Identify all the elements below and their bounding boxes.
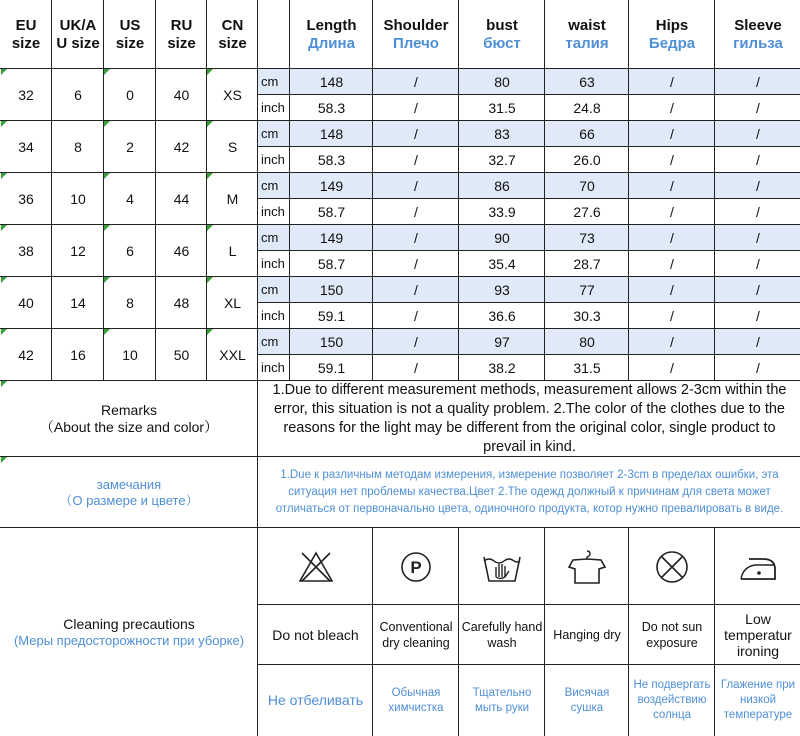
measure-inch-cell: 27.6 [544, 198, 629, 225]
size-ru-cell: 50 [155, 328, 207, 381]
measure-cm-cell: 150 [289, 276, 373, 303]
size-uk-cell: 6 [51, 68, 104, 121]
measure-cm-cell: 93 [458, 276, 545, 303]
size-us-cell: 6 [103, 224, 156, 277]
measure-inch-cell: / [714, 250, 800, 277]
size-us-cell: 4 [103, 172, 156, 225]
size-ru-cell: 40 [155, 68, 207, 121]
header-ru: Бедра [648, 34, 696, 52]
size-ru-cell: 44 [155, 172, 207, 225]
size-us-cell: 2 [103, 120, 156, 173]
measure-cm-cell: 148 [289, 68, 373, 95]
unit-cm-label: cm [257, 68, 290, 95]
header-line: U size [56, 34, 100, 52]
measure-inch-cell: 30.3 [544, 302, 629, 329]
corner-marker [104, 225, 110, 231]
care-label-ru: Висячая сушка [544, 664, 629, 736]
unit-inch-label: inch [257, 354, 290, 381]
size-ru-cell: 48 [155, 276, 207, 329]
corner-marker [104, 277, 110, 283]
corner-marker [207, 121, 213, 127]
measure-inch-cell: / [628, 250, 715, 277]
header-line: size [11, 34, 41, 52]
unit-cm-label: cm [257, 328, 290, 355]
size-cn-cell: XS [206, 68, 258, 121]
size-us-cell: 8 [103, 276, 156, 329]
size-eu-cell: 38 [0, 224, 52, 277]
care-label-en: Carefully hand wash [458, 604, 545, 665]
measure-cm-cell: / [714, 276, 800, 303]
measure-cm-cell: / [628, 120, 715, 147]
size-uk-cell: 12 [51, 224, 104, 277]
header-ru: Длина [308, 34, 355, 52]
measure-cm-cell: 150 [289, 328, 373, 355]
measure-inch-cell: 59.1 [289, 302, 373, 329]
measure-cm-cell: 80 [544, 328, 629, 355]
size-uk-cell: 16 [51, 328, 104, 381]
corner-marker [1, 277, 7, 283]
header-en: bust [486, 16, 518, 34]
corner-marker [207, 173, 213, 179]
unit-inch-label: inch [257, 198, 290, 225]
measure-inch-cell: 24.8 [544, 94, 629, 121]
measure-inch-cell: / [372, 94, 459, 121]
measure-inch-cell: 35.4 [458, 250, 545, 277]
size-uk-cell: 8 [51, 120, 104, 173]
size-eu-cell: 34 [0, 120, 52, 173]
care-label-en: Conventional dry cleaning [372, 604, 459, 665]
header-hips [628, 0, 715, 69]
measure-cm-cell: / [628, 328, 715, 355]
measure-cm-cell: 149 [289, 172, 373, 199]
measure-inch-cell: / [628, 198, 715, 225]
header-line: size [115, 34, 145, 52]
header-en: Sleeve [734, 16, 782, 34]
hand-wash-icon [480, 547, 524, 587]
unit-inch-label: inch [257, 250, 290, 277]
care-label-ru: Обычная химчистка [372, 664, 459, 736]
measure-cm-cell: 73 [544, 224, 629, 251]
cleaning-label [0, 527, 258, 736]
header-unit-blank [257, 0, 290, 69]
corner-marker [207, 329, 213, 335]
header-line: RU [170, 16, 193, 34]
measure-inch-cell: / [372, 146, 459, 173]
measure-inch-cell: 31.5 [458, 94, 545, 121]
header-uk-size [51, 0, 104, 69]
measure-cm-cell: 83 [458, 120, 545, 147]
measure-cm-cell: / [714, 172, 800, 199]
header-shoulder [372, 0, 459, 69]
corner-marker [1, 329, 7, 335]
header-ru-size [155, 0, 207, 69]
measure-inch-cell: 58.3 [289, 94, 373, 121]
measure-inch-cell: 58.3 [289, 146, 373, 173]
header-us-size [103, 0, 156, 69]
size-us-cell: 10 [103, 328, 156, 381]
measure-inch-cell: / [372, 302, 459, 329]
corner-marker [1, 225, 7, 231]
unit-inch-label: inch [257, 302, 290, 329]
size-cn-cell: L [206, 224, 258, 277]
unit-cm-label: cm [257, 172, 290, 199]
size-ru-cell: 46 [155, 224, 207, 277]
corner-marker [207, 69, 213, 75]
remarks-title-ru: замечания [96, 476, 162, 492]
care-label-ru: Не подвергать воздействию солнца [628, 664, 715, 736]
corner-marker [1, 173, 7, 179]
measure-cm-cell: 90 [458, 224, 545, 251]
corner-marker [1, 121, 7, 127]
corner-marker [1, 381, 7, 387]
measure-inch-cell: / [714, 354, 800, 381]
care-icon-cell [458, 527, 545, 605]
care-label-ru: Не отбеливать [257, 664, 373, 736]
measure-inch-cell: 26.0 [544, 146, 629, 173]
care-label-en: Hanging dry [544, 604, 629, 665]
remarks-subtitle-ru: （О размере и цвете） [59, 492, 199, 508]
header-line: size [167, 34, 196, 52]
measure-cm-cell: 148 [289, 120, 373, 147]
header-bust [458, 0, 545, 69]
size-uk-cell: 10 [51, 172, 104, 225]
measure-inch-cell: / [628, 94, 715, 121]
measure-inch-cell: / [372, 354, 459, 381]
measure-cm-cell: / [628, 68, 715, 95]
care-icon-cell [372, 527, 459, 605]
measure-inch-cell: / [628, 302, 715, 329]
measure-cm-cell: 97 [458, 328, 545, 355]
measure-cm-cell: / [372, 276, 459, 303]
header-line: size [218, 34, 247, 52]
measure-inch-cell: / [372, 250, 459, 277]
measure-cm-cell: 70 [544, 172, 629, 199]
care-icon-cell [628, 527, 715, 605]
measure-cm-cell: 77 [544, 276, 629, 303]
measure-inch-cell: 28.7 [544, 250, 629, 277]
header-ru: бюст [483, 34, 521, 52]
header-line: UK/A [59, 16, 97, 34]
measure-inch-cell: 59.1 [289, 354, 373, 381]
measure-cm-cell: 66 [544, 120, 629, 147]
measure-inch-cell: 58.7 [289, 250, 373, 277]
header-eu-size [0, 0, 52, 69]
corner-marker [104, 173, 110, 179]
measure-cm-cell: / [628, 172, 715, 199]
cleaning-title-ru: (Меры предосторожности при уборке) [13, 632, 245, 648]
header-waist [544, 0, 629, 69]
remarks-label-en [0, 380, 258, 457]
unit-cm-label: cm [257, 276, 290, 303]
measure-inch-cell: / [628, 354, 715, 381]
measure-cm-cell: / [714, 68, 800, 95]
header-line: CN [221, 16, 244, 34]
care-icon-cell [257, 527, 373, 605]
measure-inch-cell: / [714, 146, 800, 173]
measure-cm-cell: / [372, 224, 459, 251]
care-label-ru: Глажение при низкой температуре [714, 664, 800, 736]
corner-marker [207, 225, 213, 231]
header-line: US [119, 16, 141, 34]
care-label-en: Do not sun exposure [628, 604, 715, 665]
care-label-ru: Тщательно мыть руки [458, 664, 545, 736]
measure-cm-cell: / [372, 68, 459, 95]
dry-clean-p-icon [396, 547, 436, 587]
header-ru: талия [565, 34, 609, 52]
size-uk-cell: 14 [51, 276, 104, 329]
measure-inch-cell: / [714, 302, 800, 329]
measure-cm-cell: / [628, 276, 715, 303]
measure-cm-cell: / [714, 120, 800, 147]
size-eu-cell: 32 [0, 68, 52, 121]
header-ru: гильза [733, 34, 783, 52]
size-cn-cell: M [206, 172, 258, 225]
size-cn-cell: S [206, 120, 258, 173]
header-en: Length [306, 16, 357, 34]
no-bleach-icon [296, 547, 336, 587]
corner-marker [1, 69, 7, 75]
header-cn-size [206, 0, 258, 69]
care-label-en: Do not bleach [257, 604, 373, 665]
unit-cm-label: cm [257, 224, 290, 251]
care-label-en: Low temperatur ironing [714, 604, 800, 665]
measure-inch-cell: / [714, 198, 800, 225]
corner-marker [104, 69, 110, 75]
measure-cm-cell: / [628, 224, 715, 251]
size-cn-cell: XXL [206, 328, 258, 381]
corner-marker [207, 277, 213, 283]
remarks-text-en: 1.Due to different measurement methods, measurement allows 2-3cm within the error, this situation is not a quality problem. 2.The color of the clothes due to the reasons for the light may be different from the original color, single product to prevail in kind. [257, 380, 800, 457]
measure-inch-cell: 31.5 [544, 354, 629, 381]
measure-cm-cell: 149 [289, 224, 373, 251]
size-eu-cell: 36 [0, 172, 52, 225]
hanging-dry-icon [565, 547, 609, 587]
header-en: waist [568, 16, 606, 34]
measure-cm-cell: 63 [544, 68, 629, 95]
low-iron-icon [735, 547, 781, 587]
remarks-text-ru: 1.Due к различным методам измерения, измерение позволяет 2-3cm в пределах ошибки, эта ситуация нет проблемы качества.Цвет 2.The одежд должный к причинам для света может отличаться от первоначально цвета, одиночного продукта, котор нужно превалировать в виде. [257, 456, 800, 528]
remarks-label-ru [0, 456, 258, 528]
unit-cm-label: cm [257, 120, 290, 147]
cleaning-title: Cleaning precautions [63, 615, 195, 632]
measure-inch-cell: 58.7 [289, 198, 373, 225]
measure-cm-cell: 80 [458, 68, 545, 95]
measure-inch-cell: 36.6 [458, 302, 545, 329]
measure-inch-cell: / [372, 198, 459, 225]
header-en: Shoulder [383, 16, 449, 34]
size-ru-cell: 42 [155, 120, 207, 173]
measure-cm-cell: / [372, 120, 459, 147]
size-eu-cell: 42 [0, 328, 52, 381]
size-cn-cell: XL [206, 276, 258, 329]
measure-inch-cell: / [714, 94, 800, 121]
unit-inch-label: inch [257, 146, 290, 173]
svg-text:P: P [410, 557, 422, 577]
measure-cm-cell: / [372, 172, 459, 199]
measure-cm-cell: / [714, 328, 800, 355]
size-eu-cell: 40 [0, 276, 52, 329]
care-icon-cell [544, 527, 629, 605]
remarks-subtitle: （About the size and color） [39, 419, 219, 435]
header-sleeve [714, 0, 800, 69]
measure-cm-cell: / [372, 328, 459, 355]
header-en: Hips [655, 16, 689, 34]
header-ru: Плечо [393, 34, 439, 52]
corner-marker [104, 329, 110, 335]
measure-inch-cell: 33.9 [458, 198, 545, 225]
care-icon-cell [714, 527, 800, 605]
corner-marker [1, 457, 7, 463]
measure-inch-cell: 38.2 [458, 354, 545, 381]
corner-marker [104, 121, 110, 127]
measure-cm-cell: / [714, 224, 800, 251]
measure-inch-cell: 32.7 [458, 146, 545, 173]
measure-inch-cell: / [628, 146, 715, 173]
remarks-title: Remarks [100, 402, 157, 419]
measure-cm-cell: 86 [458, 172, 545, 199]
header-length [289, 0, 373, 69]
no-sun-icon [652, 547, 692, 587]
unit-inch-label: inch [257, 94, 290, 121]
size-us-cell: 0 [103, 68, 156, 121]
header-line: EU [15, 16, 37, 34]
